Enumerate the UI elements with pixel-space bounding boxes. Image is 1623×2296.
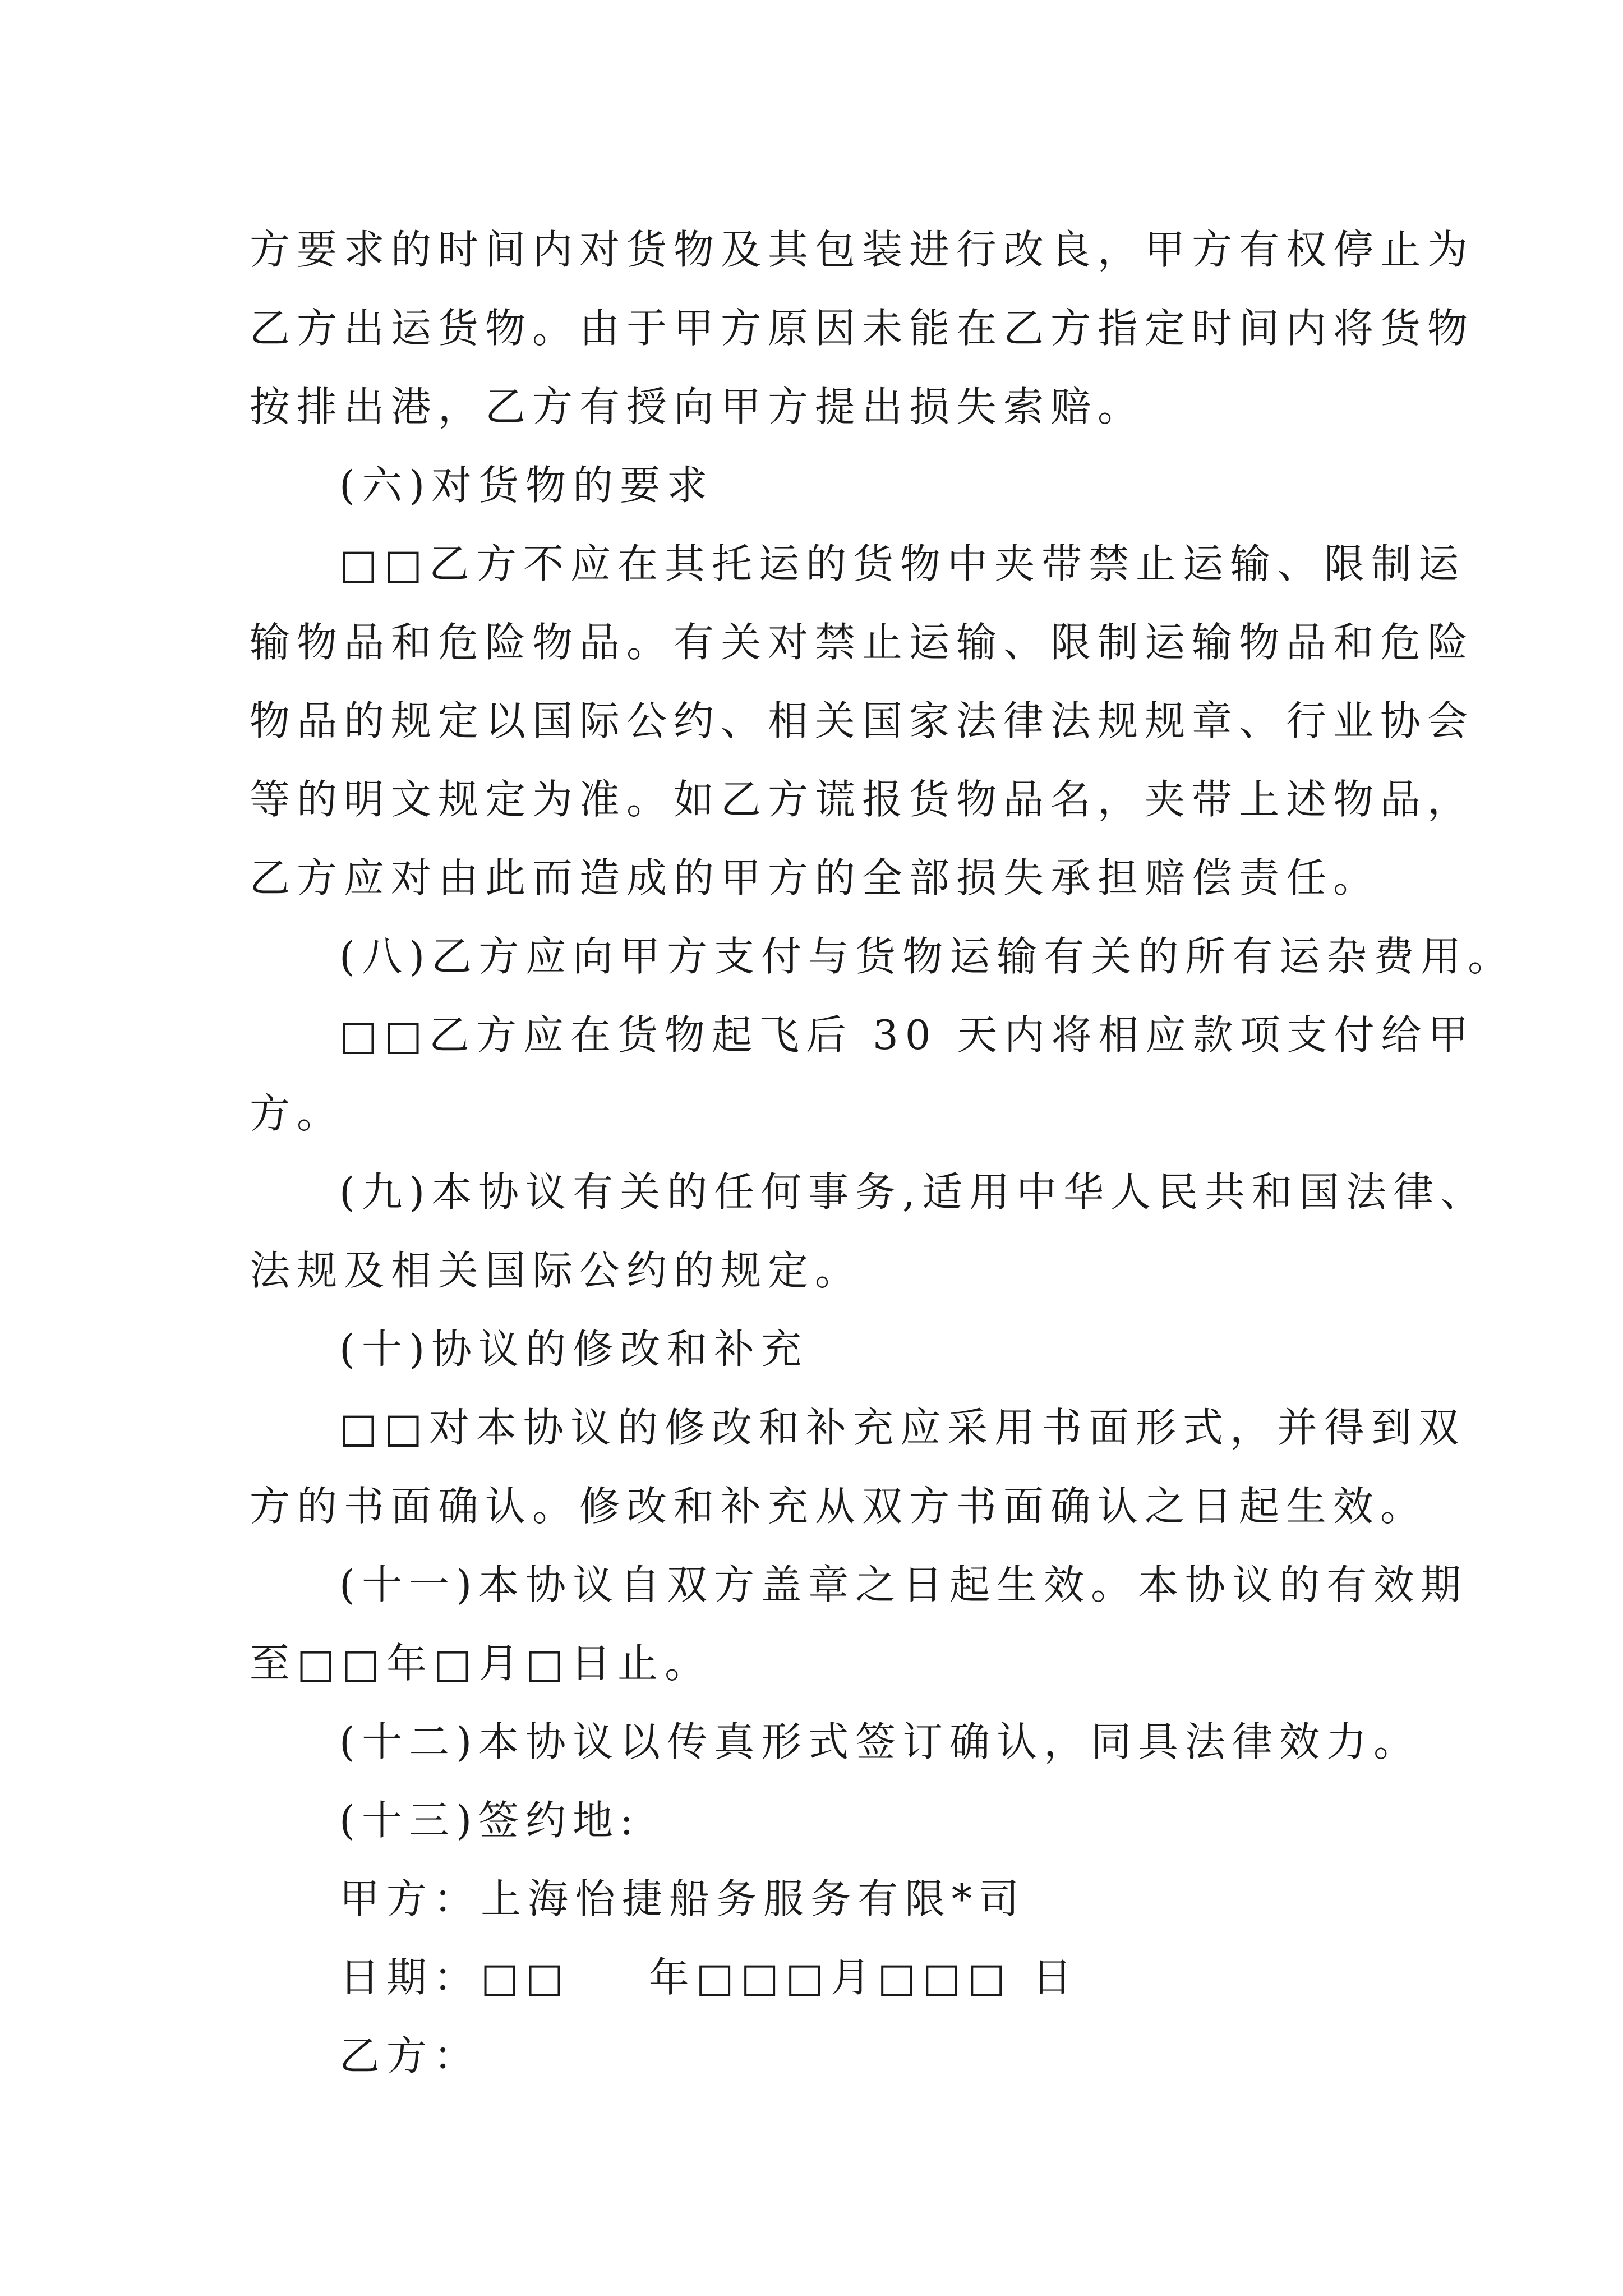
text-line: 方要求的时间内对货物及其包装进行改良，甲方有权停止为 <box>250 226 1475 273</box>
text-line: 法规及相关国际公约的规定。 <box>250 1247 863 1294</box>
text-line: □□乙方应在货物起飞后 30 天内将相应款项支付给甲 <box>339 1011 1476 1059</box>
document-body <box>250 210 1515 2095</box>
text-line: 等的明文规定为准。如乙方谎报货物品名，夹带上述物品， <box>250 776 1475 823</box>
text-line: □□对本协议的修改和补充应采用书面形式，并得到双 <box>339 1404 1466 1451</box>
text-line: 物品的规定以国际公约、相关国家法律法规规章、行业协会 <box>250 697 1475 744</box>
text-line: (十二)本协议以传真形式签订确认，同具法律效力。 <box>339 1718 1421 1765</box>
text-line: 至□□年□月□日止。 <box>250 1640 712 1687</box>
text-line: 输物品和危险物品。有关对禁止运输、限制运输物品和危险 <box>250 619 1475 666</box>
text-line: 方。 <box>250 1090 344 1137</box>
text-line: (十一)本协议自双方盖章之日起生效。本协议的有效期 <box>339 1561 1468 1608</box>
text-line: 甲方：上海怡捷船务服务有限*司 <box>339 1875 1026 1922</box>
text-line: 乙方出运货物。由于甲方原因未能在乙方指定时间内将货物 <box>250 305 1475 352</box>
text-line: (十)协议的修改和补充 <box>339 1326 809 1373</box>
text-line: (十三)签约地: <box>339 1797 640 1844</box>
text-line: 乙方： <box>339 2032 481 2079</box>
text-line: (九)本协议有关的任何事务,适用中华人民共和国法律、 <box>339 1168 1488 1216</box>
text-line: (八)乙方应向甲方支付与货物运输有关的所有运杂费用。 <box>339 933 1515 980</box>
text-line: 乙方应对由此而造成的甲方的全部损失承担赔偿责任。 <box>250 854 1381 901</box>
text-line: 按排出港，乙方有授向甲方提出损失索赔。 <box>250 383 1145 430</box>
text-line: □□乙方不应在其托运的货物中夹带禁止运输、限制运 <box>339 540 1466 587</box>
text-line: (六)对货物的要求 <box>339 462 714 509</box>
text-line: 方的书面确认。修改和补充从双方书面确认之日起生效。 <box>250 1483 1428 1530</box>
text-line: 日期：□□ 年□□□月□□□ 日 <box>339 1954 1079 2001</box>
